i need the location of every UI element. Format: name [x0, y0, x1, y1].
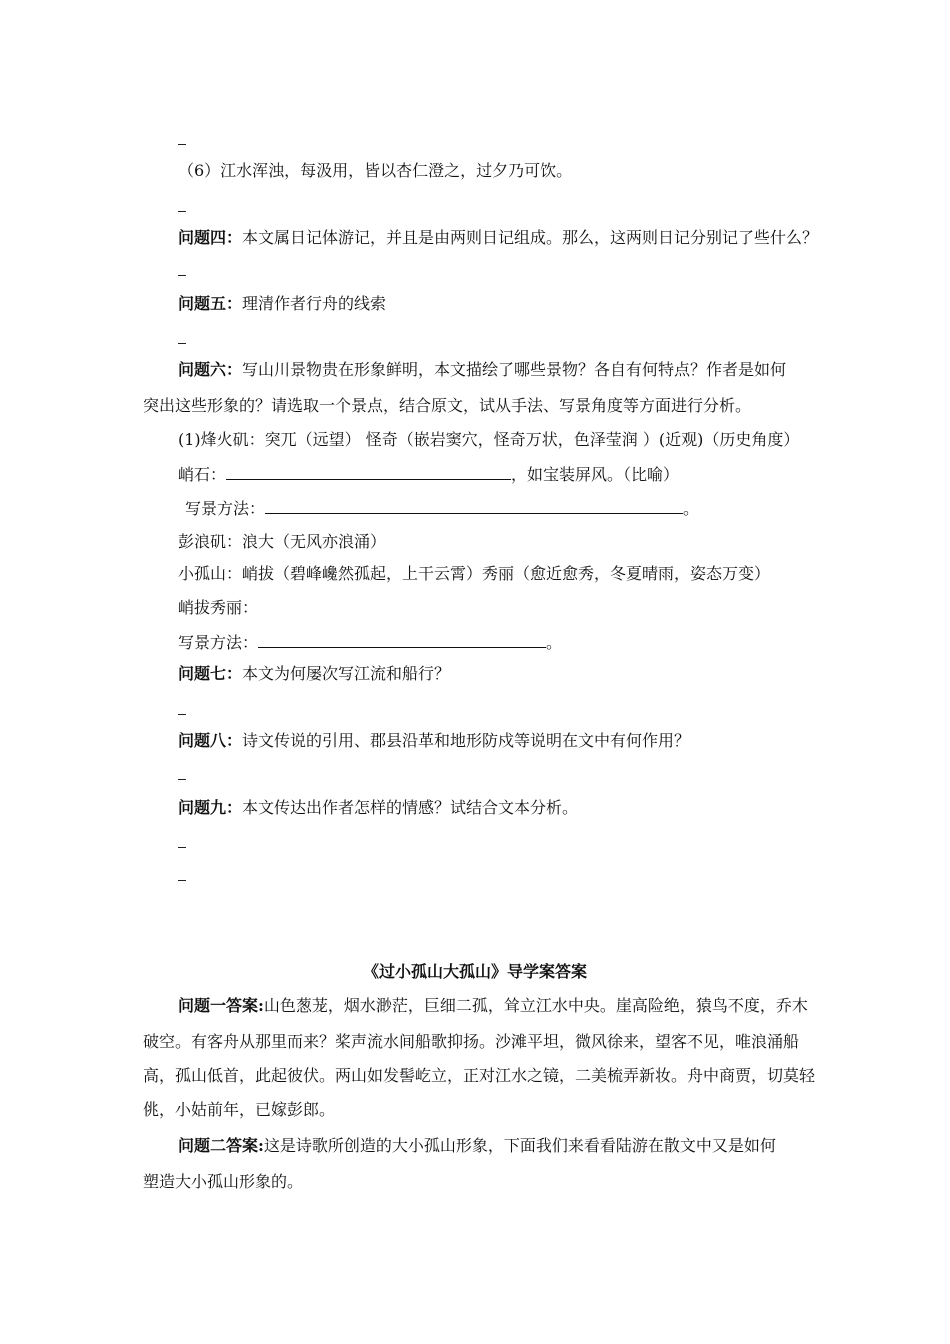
answer-text: 山色葱茏，烟水渺茫，巨细二孤，耸立江水中央。崖高险绝，猿鸟不度，乔木 [263, 996, 808, 1015]
question-8 [178, 730, 690, 752]
question-label: 问题五： [178, 294, 243, 313]
dash-line [178, 880, 186, 881]
question-text: 本文属日记体游记，并且是由两则日记组成。那么，这两则日记分别记了些什么？ [242, 228, 819, 247]
question-text: 本文传达出作者怎样的情感？试结合文本分析。 [242, 798, 579, 817]
dash-line [178, 211, 186, 212]
dash-line [178, 714, 186, 715]
answer-blank[interactable] [258, 631, 546, 648]
answer-text: 这是诗歌所创造的大小孤山形象，下面我们来看看陆游在散文中又是如何 [263, 1136, 776, 1155]
label: 写景方法： [185, 499, 266, 518]
answer-1-line-2: 破空。有客舟从那里而来？桨声流水间船歌抑扬。沙滩平坦，微风徐来，望客不见，唯浪涌船 [143, 1032, 800, 1051]
question-6-continuation: 突出这些形象的？请选取一个景点，结合原文，试从手法、写景角度等方面进行分析。 [143, 396, 752, 415]
label: 峭石： [178, 465, 227, 484]
answer-1-line-4: 佻，小姑前年，已嫁彭郎。 [143, 1100, 336, 1119]
dash-line [178, 847, 186, 848]
answer-blank[interactable] [226, 463, 511, 480]
q6-item-qiaoba: 峭拔秀丽： [178, 598, 259, 617]
dash-line [178, 275, 186, 276]
answer-2 [178, 1135, 776, 1157]
question-9 [178, 797, 578, 819]
question-label: 问题八： [178, 731, 243, 750]
dash-line [178, 779, 186, 780]
answer-blank[interactable] [265, 497, 683, 514]
question-5 [178, 293, 386, 315]
answer-label: 问题一答案: [178, 996, 264, 1015]
question-text: 本文为何屡次写江流和船行？ [242, 664, 451, 683]
question-label: 问题七： [178, 664, 243, 683]
question-label: 问题九： [178, 798, 243, 817]
answer-label: 问题二答案: [178, 1136, 264, 1155]
q6-item-xiaogushan: 小孤山：峭拔（碧峰巉然孤起，上干云霄）秀丽（愈近愈秀，冬夏晴雨，姿态万变） [178, 564, 771, 583]
question-7 [178, 663, 450, 685]
q6-method-1 [185, 497, 699, 520]
answer-title: 《过小孤山大孤山》导学案答案 [362, 962, 587, 981]
tail: 。 [683, 499, 700, 518]
label: 写景方法： [178, 633, 259, 652]
question-label: 问题六： [178, 360, 243, 379]
question-text: 理清作者行舟的线索 [242, 294, 387, 313]
dash-line [178, 343, 186, 344]
q6-method-2 [178, 631, 562, 654]
q6-item-fenghuoji: (1)烽火矶：突兀（远望） 怪奇（嵌岩窦穴，怪奇万状，色泽莹润 ）(近观)（历史角度） [178, 430, 800, 449]
q6-item-qiaoshi [178, 463, 679, 486]
tail: ，如宝装屏风。（比喻） [511, 465, 680, 484]
question-4 [178, 227, 818, 249]
answer-1-line-3: 高，孤山低首，此起彼伏。两山如发髻屹立，正对江水之镜，二美梳弄新妆。舟中商贾，切莫轻 [143, 1066, 816, 1085]
tail: 。 [546, 633, 563, 652]
question-6 [178, 359, 786, 381]
question-3-item-6: （6）江水浑浊，每汲用，皆以杏仁澄之，过夕乃可饮。 [178, 161, 573, 180]
answer-1 [178, 995, 808, 1017]
q6-item-penglangji: 彭浪矶：浪大（无风亦浪涌） [178, 532, 387, 551]
question-label: 问题四： [178, 228, 243, 247]
dash-line [178, 144, 186, 145]
question-text: 诗文传说的引用、郡县沿革和地形防戍等说明在文中有何作用？ [242, 731, 691, 750]
question-text: 写山川景物贵在形象鲜明，本文描绘了哪些景物？各自有何特点？作者是如何 [242, 360, 787, 379]
answer-2-line-2: 塑造大小孤山形象的。 [143, 1172, 304, 1191]
